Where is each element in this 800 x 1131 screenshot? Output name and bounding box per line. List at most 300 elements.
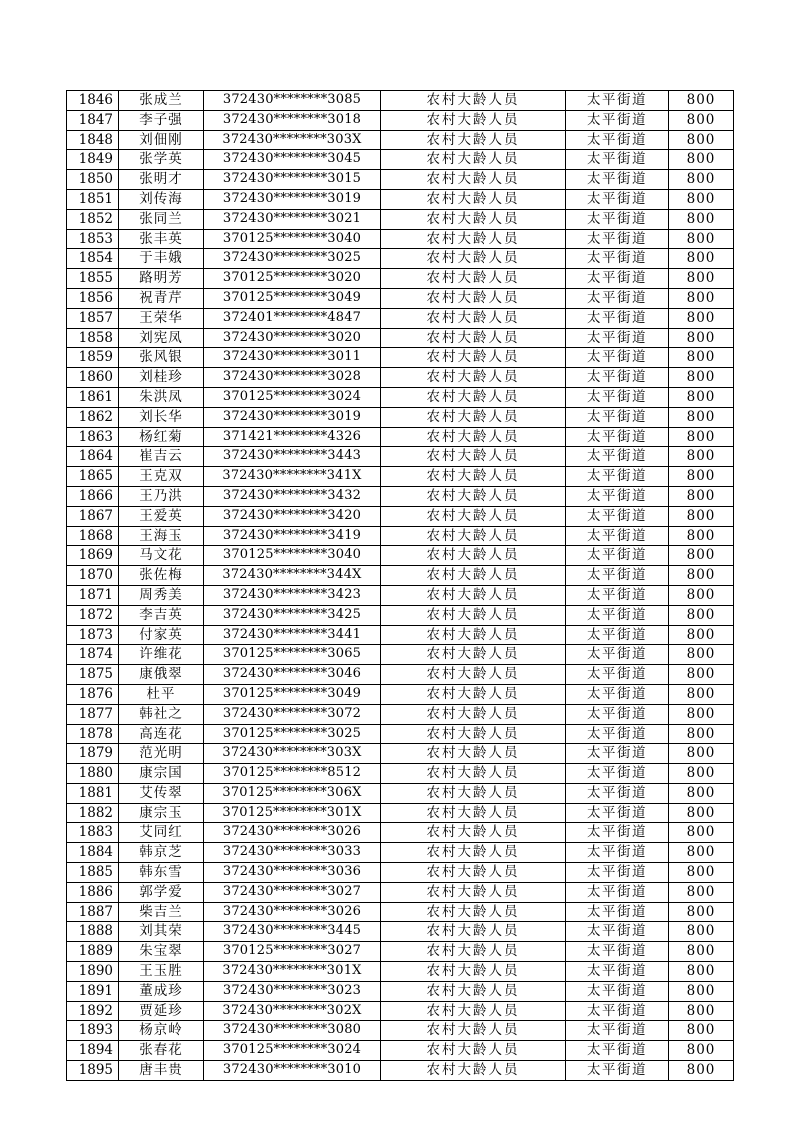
row-sequence: 1873 <box>67 625 119 645</box>
row-amount: 800 <box>669 368 734 388</box>
row-category: 农村大龄人员 <box>381 1021 566 1041</box>
row-name: 李子强 <box>119 110 204 130</box>
row-amount: 800 <box>669 229 734 249</box>
row-name: 王海玉 <box>119 526 204 546</box>
row-amount: 800 <box>669 110 734 130</box>
row-name: 张佐梅 <box>119 566 204 586</box>
row-category: 农村大龄人员 <box>381 1061 566 1081</box>
table-row <box>67 962 734 982</box>
row-name: 董成珍 <box>119 981 204 1001</box>
row-name: 柴吉兰 <box>119 902 204 922</box>
table-row <box>67 209 734 229</box>
row-name: 艾传翠 <box>119 783 204 803</box>
row-id-number: 370125********3040 <box>204 229 381 249</box>
row-sequence: 1892 <box>67 1001 119 1021</box>
row-area: 太平街道 <box>566 1001 669 1021</box>
row-sequence: 1849 <box>67 150 119 170</box>
row-amount: 800 <box>669 981 734 1001</box>
row-amount: 800 <box>669 269 734 289</box>
row-id-number: 372430********3443 <box>204 447 381 467</box>
row-category: 农村大龄人员 <box>381 902 566 922</box>
row-name: 张丰英 <box>119 229 204 249</box>
row-id-number: 372430********3072 <box>204 704 381 724</box>
row-category: 农村大龄人员 <box>381 328 566 348</box>
row-area: 太平街道 <box>566 368 669 388</box>
row-name: 刘桂珍 <box>119 368 204 388</box>
table-row <box>67 427 734 447</box>
row-area: 太平街道 <box>566 328 669 348</box>
row-category: 农村大龄人员 <box>381 427 566 447</box>
row-category: 农村大龄人员 <box>381 942 566 962</box>
row-area: 太平街道 <box>566 823 669 843</box>
row-sequence: 1847 <box>67 110 119 130</box>
row-sequence: 1885 <box>67 863 119 883</box>
row-area: 太平街道 <box>566 387 669 407</box>
row-sequence: 1876 <box>67 684 119 704</box>
row-id-number: 372430********3027 <box>204 882 381 902</box>
table-row <box>67 368 734 388</box>
table-row <box>67 1001 734 1021</box>
row-sequence: 1884 <box>67 843 119 863</box>
row-category: 农村大龄人员 <box>381 1001 566 1021</box>
row-category: 农村大龄人员 <box>381 803 566 823</box>
table-row <box>67 843 734 863</box>
row-amount: 800 <box>669 922 734 942</box>
row-id-number: 372430********303X <box>204 130 381 150</box>
row-category: 农村大龄人员 <box>381 783 566 803</box>
row-name: 杨京岭 <box>119 1021 204 1041</box>
row-name: 张成兰 <box>119 91 204 111</box>
row-sequence: 1866 <box>67 486 119 506</box>
row-id-number: 371421********4326 <box>204 427 381 447</box>
row-sequence: 1870 <box>67 566 119 586</box>
table-row <box>67 1041 734 1061</box>
row-area: 太平街道 <box>566 110 669 130</box>
row-category: 农村大龄人员 <box>381 684 566 704</box>
row-name: 张春花 <box>119 1041 204 1061</box>
row-id-number: 372430********3023 <box>204 981 381 1001</box>
row-amount: 800 <box>669 704 734 724</box>
row-name: 刘宪凤 <box>119 328 204 348</box>
row-category: 农村大龄人员 <box>381 368 566 388</box>
row-name: 崔吉云 <box>119 447 204 467</box>
row-sequence: 1877 <box>67 704 119 724</box>
row-name: 朱宝翠 <box>119 942 204 962</box>
row-area: 太平街道 <box>566 684 669 704</box>
table-row <box>67 863 734 883</box>
row-category: 农村大龄人员 <box>381 387 566 407</box>
row-category: 农村大龄人员 <box>381 407 566 427</box>
row-id-number: 372430********3019 <box>204 407 381 427</box>
row-name: 韩东雪 <box>119 863 204 883</box>
row-name: 周秀美 <box>119 585 204 605</box>
table-row <box>67 130 734 150</box>
table-row <box>67 942 734 962</box>
row-area: 太平街道 <box>566 91 669 111</box>
row-id-number: 372430********3419 <box>204 526 381 546</box>
table-row <box>67 764 734 784</box>
row-id-number: 372430********3046 <box>204 665 381 685</box>
row-name: 刘其荣 <box>119 922 204 942</box>
row-sequence: 1863 <box>67 427 119 447</box>
row-category: 农村大龄人员 <box>381 704 566 724</box>
row-amount: 800 <box>669 130 734 150</box>
row-sequence: 1889 <box>67 942 119 962</box>
row-amount: 800 <box>669 724 734 744</box>
row-area: 太平街道 <box>566 1041 669 1061</box>
row-id-number: 372430********3445 <box>204 922 381 942</box>
table-row <box>67 467 734 487</box>
row-sequence: 1893 <box>67 1021 119 1041</box>
row-id-number: 372430********303X <box>204 744 381 764</box>
table-row <box>67 566 734 586</box>
row-id-number: 372430********3011 <box>204 348 381 368</box>
row-sequence: 1853 <box>67 229 119 249</box>
row-category: 农村大龄人员 <box>381 882 566 902</box>
row-sequence: 1882 <box>67 803 119 823</box>
row-area: 太平街道 <box>566 764 669 784</box>
row-amount: 800 <box>669 803 734 823</box>
row-name: 朱洪凤 <box>119 387 204 407</box>
row-sequence: 1861 <box>67 387 119 407</box>
row-id-number: 372430********3085 <box>204 91 381 111</box>
row-sequence: 1865 <box>67 467 119 487</box>
row-category: 农村大龄人员 <box>381 605 566 625</box>
row-id-number: 370125********3027 <box>204 942 381 962</box>
row-name: 高连花 <box>119 724 204 744</box>
row-category: 农村大龄人员 <box>381 764 566 784</box>
row-category: 农村大龄人员 <box>381 823 566 843</box>
row-amount: 800 <box>669 348 734 368</box>
table-row <box>67 189 734 209</box>
row-category: 农村大龄人员 <box>381 863 566 883</box>
row-area: 太平街道 <box>566 229 669 249</box>
row-amount: 800 <box>669 684 734 704</box>
row-amount: 800 <box>669 387 734 407</box>
row-sequence: 1869 <box>67 546 119 566</box>
row-id-number: 372430********3033 <box>204 843 381 863</box>
row-area: 太平街道 <box>566 249 669 269</box>
row-sequence: 1879 <box>67 744 119 764</box>
row-name: 王克双 <box>119 467 204 487</box>
row-area: 太平街道 <box>566 645 669 665</box>
row-id-number: 372430********3028 <box>204 368 381 388</box>
row-category: 农村大龄人员 <box>381 506 566 526</box>
row-id-number: 370125********3024 <box>204 1041 381 1061</box>
row-category: 农村大龄人员 <box>381 625 566 645</box>
row-name: 郭学爱 <box>119 882 204 902</box>
row-name: 唐丰贵 <box>119 1061 204 1081</box>
row-sequence: 1854 <box>67 249 119 269</box>
row-area: 太平街道 <box>566 1021 669 1041</box>
row-area: 太平街道 <box>566 209 669 229</box>
row-amount: 800 <box>669 546 734 566</box>
row-sequence: 1887 <box>67 902 119 922</box>
row-id-number: 370125********301X <box>204 803 381 823</box>
row-name: 祝青芹 <box>119 288 204 308</box>
row-area: 太平街道 <box>566 843 669 863</box>
row-name: 韩京芝 <box>119 843 204 863</box>
row-id-number: 372430********3010 <box>204 1061 381 1081</box>
row-area: 太平街道 <box>566 170 669 190</box>
row-sequence: 1886 <box>67 882 119 902</box>
row-category: 农村大龄人员 <box>381 229 566 249</box>
row-id-number: 372430********3420 <box>204 506 381 526</box>
row-id-number: 372430********3025 <box>204 249 381 269</box>
row-amount: 800 <box>669 1061 734 1081</box>
row-id-number: 372430********3020 <box>204 328 381 348</box>
row-sequence: 1894 <box>67 1041 119 1061</box>
table-row <box>67 882 734 902</box>
row-category: 农村大龄人员 <box>381 288 566 308</box>
table-row <box>67 1021 734 1041</box>
table-row <box>67 546 734 566</box>
row-area: 太平街道 <box>566 803 669 823</box>
table-row <box>67 506 734 526</box>
row-sequence: 1883 <box>67 823 119 843</box>
row-category: 农村大龄人员 <box>381 150 566 170</box>
row-area: 太平街道 <box>566 783 669 803</box>
row-sequence: 1872 <box>67 605 119 625</box>
table-row <box>67 823 734 843</box>
table-row <box>67 150 734 170</box>
row-amount: 800 <box>669 823 734 843</box>
table-row <box>67 922 734 942</box>
row-category: 农村大龄人员 <box>381 922 566 942</box>
row-area: 太平街道 <box>566 269 669 289</box>
row-name: 贾延珍 <box>119 1001 204 1021</box>
row-id-number: 370125********8512 <box>204 764 381 784</box>
row-id-number: 372430********3432 <box>204 486 381 506</box>
row-amount: 800 <box>669 605 734 625</box>
row-area: 太平街道 <box>566 942 669 962</box>
row-area: 太平街道 <box>566 526 669 546</box>
row-id-number: 370125********3049 <box>204 288 381 308</box>
row-category: 农村大龄人员 <box>381 447 566 467</box>
row-area: 太平街道 <box>566 566 669 586</box>
row-amount: 800 <box>669 467 734 487</box>
row-id-number: 372430********3425 <box>204 605 381 625</box>
row-area: 太平街道 <box>566 427 669 447</box>
row-category: 农村大龄人员 <box>381 130 566 150</box>
row-sequence: 1848 <box>67 130 119 150</box>
row-id-number: 372430********3018 <box>204 110 381 130</box>
table-row <box>67 486 734 506</box>
row-id-number: 372430********344X <box>204 566 381 586</box>
table-row <box>67 783 734 803</box>
table-row <box>67 645 734 665</box>
row-amount: 800 <box>669 764 734 784</box>
row-amount: 800 <box>669 863 734 883</box>
row-id-number: 370125********3065 <box>204 645 381 665</box>
row-area: 太平街道 <box>566 605 669 625</box>
row-area: 太平街道 <box>566 882 669 902</box>
row-category: 农村大龄人员 <box>381 585 566 605</box>
row-sequence: 1871 <box>67 585 119 605</box>
row-area: 太平街道 <box>566 348 669 368</box>
row-id-number: 370125********3020 <box>204 269 381 289</box>
row-amount: 800 <box>669 645 734 665</box>
row-sequence: 1864 <box>67 447 119 467</box>
row-category: 农村大龄人员 <box>381 546 566 566</box>
row-sequence: 1855 <box>67 269 119 289</box>
row-amount: 800 <box>669 427 734 447</box>
row-name: 韩社之 <box>119 704 204 724</box>
table-row <box>67 605 734 625</box>
table-row <box>67 665 734 685</box>
row-amount: 800 <box>669 308 734 328</box>
row-area: 太平街道 <box>566 447 669 467</box>
row-category: 农村大龄人员 <box>381 645 566 665</box>
row-amount: 800 <box>669 942 734 962</box>
table-row <box>67 902 734 922</box>
row-amount: 800 <box>669 625 734 645</box>
row-sequence: 1874 <box>67 645 119 665</box>
row-sequence: 1852 <box>67 209 119 229</box>
row-amount: 800 <box>669 486 734 506</box>
table-row <box>67 387 734 407</box>
table-row <box>67 249 734 269</box>
row-name: 杜平 <box>119 684 204 704</box>
row-id-number: 370125********3025 <box>204 724 381 744</box>
table-row <box>67 803 734 823</box>
row-id-number: 370125********306X <box>204 783 381 803</box>
row-id-number: 370125********3049 <box>204 684 381 704</box>
row-id-number: 372430********3036 <box>204 863 381 883</box>
row-category: 农村大龄人员 <box>381 665 566 685</box>
row-name: 王玉胜 <box>119 962 204 982</box>
row-name: 于丰娥 <box>119 249 204 269</box>
table-row <box>67 91 734 111</box>
row-category: 农村大龄人员 <box>381 110 566 130</box>
table-row <box>67 526 734 546</box>
row-sequence: 1851 <box>67 189 119 209</box>
row-amount: 800 <box>669 209 734 229</box>
row-area: 太平街道 <box>566 981 669 1001</box>
row-sequence: 1891 <box>67 981 119 1001</box>
row-amount: 800 <box>669 447 734 467</box>
row-name: 康俄翠 <box>119 665 204 685</box>
row-area: 太平街道 <box>566 308 669 328</box>
row-sequence: 1881 <box>67 783 119 803</box>
row-sequence: 1888 <box>67 922 119 942</box>
table-row <box>67 407 734 427</box>
roster-table-body <box>67 91 734 1081</box>
row-name: 许维花 <box>119 645 204 665</box>
row-category: 农村大龄人员 <box>381 744 566 764</box>
table-row <box>67 269 734 289</box>
row-sequence: 1867 <box>67 506 119 526</box>
row-category: 农村大龄人员 <box>381 348 566 368</box>
row-amount: 800 <box>669 526 734 546</box>
row-id-number: 372430********301X <box>204 962 381 982</box>
row-name: 王荣华 <box>119 308 204 328</box>
row-sequence: 1846 <box>67 91 119 111</box>
row-amount: 800 <box>669 189 734 209</box>
row-amount: 800 <box>669 170 734 190</box>
row-category: 农村大龄人员 <box>381 249 566 269</box>
row-area: 太平街道 <box>566 467 669 487</box>
table-row <box>67 447 734 467</box>
row-amount: 800 <box>669 1041 734 1061</box>
table-row <box>67 724 734 744</box>
row-amount: 800 <box>669 566 734 586</box>
table-row <box>67 110 734 130</box>
row-area: 太平街道 <box>566 902 669 922</box>
row-area: 太平街道 <box>566 665 669 685</box>
row-id-number: 370125********3024 <box>204 387 381 407</box>
row-category: 农村大龄人员 <box>381 843 566 863</box>
row-area: 太平街道 <box>566 130 669 150</box>
row-amount: 800 <box>669 1001 734 1021</box>
row-category: 农村大龄人员 <box>381 91 566 111</box>
table-row <box>67 1061 734 1081</box>
row-sequence: 1858 <box>67 328 119 348</box>
row-name: 康宗玉 <box>119 803 204 823</box>
row-sequence: 1868 <box>67 526 119 546</box>
row-amount: 800 <box>669 407 734 427</box>
table-row <box>67 288 734 308</box>
row-sequence: 1850 <box>67 170 119 190</box>
row-area: 太平街道 <box>566 585 669 605</box>
row-amount: 800 <box>669 585 734 605</box>
row-amount: 800 <box>669 843 734 863</box>
table-row <box>67 704 734 724</box>
row-name: 王乃洪 <box>119 486 204 506</box>
table-row <box>67 585 734 605</box>
row-category: 农村大龄人员 <box>381 467 566 487</box>
row-id-number: 372401********4847 <box>204 308 381 328</box>
row-sequence: 1859 <box>67 348 119 368</box>
row-area: 太平街道 <box>566 189 669 209</box>
row-amount: 800 <box>669 882 734 902</box>
row-name: 康宗国 <box>119 764 204 784</box>
row-area: 太平街道 <box>566 486 669 506</box>
row-id-number: 372430********3441 <box>204 625 381 645</box>
row-area: 太平街道 <box>566 506 669 526</box>
row-area: 太平街道 <box>566 625 669 645</box>
row-category: 农村大龄人员 <box>381 981 566 1001</box>
row-category: 农村大龄人员 <box>381 1041 566 1061</box>
row-category: 农村大龄人员 <box>381 962 566 982</box>
row-name: 艾同红 <box>119 823 204 843</box>
row-sequence: 1880 <box>67 764 119 784</box>
row-category: 农村大龄人员 <box>381 486 566 506</box>
row-area: 太平街道 <box>566 744 669 764</box>
table-row <box>67 328 734 348</box>
row-category: 农村大龄人员 <box>381 526 566 546</box>
row-sequence: 1895 <box>67 1061 119 1081</box>
row-amount: 800 <box>669 249 734 269</box>
row-amount: 800 <box>669 288 734 308</box>
row-amount: 800 <box>669 1021 734 1041</box>
row-area: 太平街道 <box>566 863 669 883</box>
row-category: 农村大龄人员 <box>381 724 566 744</box>
row-name: 杨红菊 <box>119 427 204 447</box>
row-amount: 800 <box>669 962 734 982</box>
table-row <box>67 981 734 1001</box>
row-area: 太平街道 <box>566 704 669 724</box>
row-area: 太平街道 <box>566 962 669 982</box>
row-area: 太平街道 <box>566 150 669 170</box>
row-name: 路明芳 <box>119 269 204 289</box>
row-area: 太平街道 <box>566 546 669 566</box>
row-area: 太平街道 <box>566 407 669 427</box>
row-category: 农村大龄人员 <box>381 308 566 328</box>
table-row <box>67 684 734 704</box>
row-category: 农村大龄人员 <box>381 209 566 229</box>
row-id-number: 372430********3026 <box>204 823 381 843</box>
